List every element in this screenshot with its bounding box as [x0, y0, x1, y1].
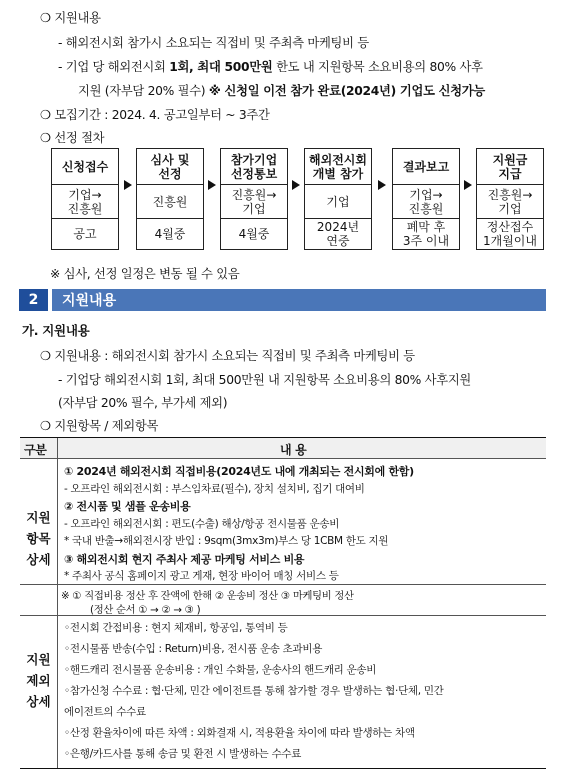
bullet-recruit-period: ❍ 모집기간 : 2024. 4. 공고일부터 ~ 3주간: [40, 108, 270, 122]
sub-dash-limit-cont: (자부담 20% 필수, 부가세 제외): [58, 396, 228, 410]
dash-support-limit-line2: [78, 81, 485, 99]
process-step-actor: 진흥원→ 기업: [477, 185, 543, 219]
process-step-6: [476, 148, 544, 250]
exclusion-item: ◦은행/카드사를 통해 송금 및 환전 시 발생하는 수수료: [64, 748, 302, 760]
section-number: 2: [19, 289, 48, 311]
sub-heading: 가. 지원내용: [22, 323, 90, 338]
process-step-timing: 정산접수 1개월이내: [482, 220, 537, 248]
support-item-heading: ① 2024년 해외전시회 직접비용(2024년도 내에 개최되는 전시회에 한함): [64, 465, 414, 478]
process-step-title: 지원금 지급: [477, 149, 543, 185]
process-step-timing: 폐막 후 3주 이내: [402, 220, 450, 248]
process-step-title: 심사 및 선정: [137, 149, 203, 185]
dash-support-limit: [58, 57, 483, 75]
settlement-order: (정산 순서 ① → ② → ③ ): [90, 604, 201, 616]
arrow-right-icon: [464, 180, 472, 190]
table-header-col1: 구분: [24, 443, 47, 457]
self-burden-text: 지원 (자부담 20% 필수): [78, 84, 209, 98]
row-label-support: 지원 항목 상세: [26, 510, 51, 567]
process-step-title: 해외전시회 개별 참가: [305, 149, 371, 185]
process-step-title: 참가기업 선정통보: [221, 149, 287, 185]
process-step-3: [220, 148, 288, 250]
table-note-divider: [20, 584, 546, 585]
dash-support-limit-c: 한도 내 지원항목 소요비용의 80% 사후: [272, 60, 483, 74]
dash-direct-cost: - 해외전시회 참가시 소요되는 직접비 및 주최측 마케팅비 등: [58, 36, 369, 50]
section-title: 지원내용: [52, 289, 546, 311]
exclusion-item: ◦참가신청 수수료 : 협·단체, 민간 에이전트를 통해 참가할 경우 발생하는 협·단체, 민간: [64, 685, 444, 697]
exclusion-item: ◦핸드캐리 전시물품 운송비용 : 개인 수화물, 운송사의 핸드캐리 운송비: [64, 664, 377, 676]
process-note: ※ 심사, 선정 일정은 변동 될 수 있음: [50, 267, 240, 281]
arrow-right-icon: [208, 180, 216, 190]
sub-bullet-items: ❍ 지원항목 / 제외항목: [40, 419, 159, 433]
bullet-selection-process: ❍ 선정 절차: [40, 131, 105, 145]
table-header-divider: [20, 458, 546, 459]
process-step-actor: 기업→ 진흥원: [52, 185, 118, 219]
apply-note: ※ 신청일 이전 참가 완료(2024년) 기업도 신청가능: [208, 84, 485, 98]
process-step-actor: 진흥원: [137, 185, 203, 219]
support-item-detail: * 국내 반출→해외전시장 반입 : 9sqm(3mx3m)부스 당 1CBM 한도 지원: [64, 535, 389, 547]
support-item-detail: - 오프라인 해외전시회 : 부스임차료(필수), 장치 설치비, 집기 대여비: [64, 482, 365, 495]
support-items-table: [20, 437, 546, 769]
dash-support-limit-a: - 기업 당 해외전시회: [58, 60, 170, 74]
arrow-right-icon: [292, 180, 300, 190]
process-step-5: [392, 148, 460, 250]
exclusion-item: ◦전시회 간접비용 : 현지 체재비, 항공임, 통역비 등: [64, 622, 288, 634]
process-step-2: [136, 148, 204, 250]
row-label-exclusion: 지원 제외 상세: [26, 652, 51, 709]
table-header-col2: 내 용: [280, 443, 307, 457]
process-step-title: 결과보고: [393, 149, 459, 185]
sub-bullet-content: ❍ 지원내용 : 해외전시회 참가시 소요되는 직접비 및 주최측 마케팅비 등: [40, 349, 415, 363]
sub-dash-limit: - 기업당 해외전시회 1회, 최대 500만원 내 지원항목 소요비용의 80% 사후지원: [58, 373, 471, 387]
settlement-note: ※ ① 직접비용 정산 후 잔액에 한해 ② 운송비 정산 ③ 마케팅비 정산: [61, 590, 354, 602]
table-col-divider: [57, 438, 58, 768]
exclusion-item: ◦전시물품 반송(수입 : Return)비용, 전시품 운송 초과비용: [64, 643, 323, 655]
arrow-right-icon: [124, 180, 132, 190]
process-step-4: [304, 148, 372, 250]
process-step-timing: 공고: [73, 227, 97, 241]
bullet-support-content: ❍ 지원내용: [40, 11, 101, 25]
support-item-heading: ③ 해외전시회 현지 주최사 제공 마케팅 서비스 비용: [64, 552, 305, 566]
support-item-heading: ② 전시품 및 샘플 운송비용: [64, 500, 191, 513]
support-item-detail: - 오프라인 해외전시회 : 편도(수출) 해상/항공 전시물품 운송비: [64, 517, 340, 530]
process-step-timing: 4월중: [154, 227, 186, 241]
process-step-actor: 진흥원→ 기업: [221, 185, 287, 219]
process-step-actor: 기업→ 진흥원: [393, 185, 459, 219]
dash-support-limit-b: 1회, 최대 500만원: [169, 60, 273, 74]
exclusion-item: ◦산정 환율차이에 따른 차액 : 외화결재 시, 적용환율 차이에 따라 발생하는 차액: [64, 727, 415, 739]
exclusion-item: 에이전트의 수수료: [64, 706, 146, 718]
process-step-timing: 2024년 연중: [316, 220, 360, 248]
process-step-1: [51, 148, 119, 250]
support-item-detail: * 주최사 공식 홈페이지 광고 게재, 현장 바이어 매칭 서비스 등: [64, 570, 339, 582]
process-step-title: 신청접수: [52, 149, 118, 185]
arrow-right-icon: [378, 180, 386, 190]
process-step-timing: 4월중: [238, 227, 270, 241]
process-step-actor: 기업: [305, 185, 371, 219]
